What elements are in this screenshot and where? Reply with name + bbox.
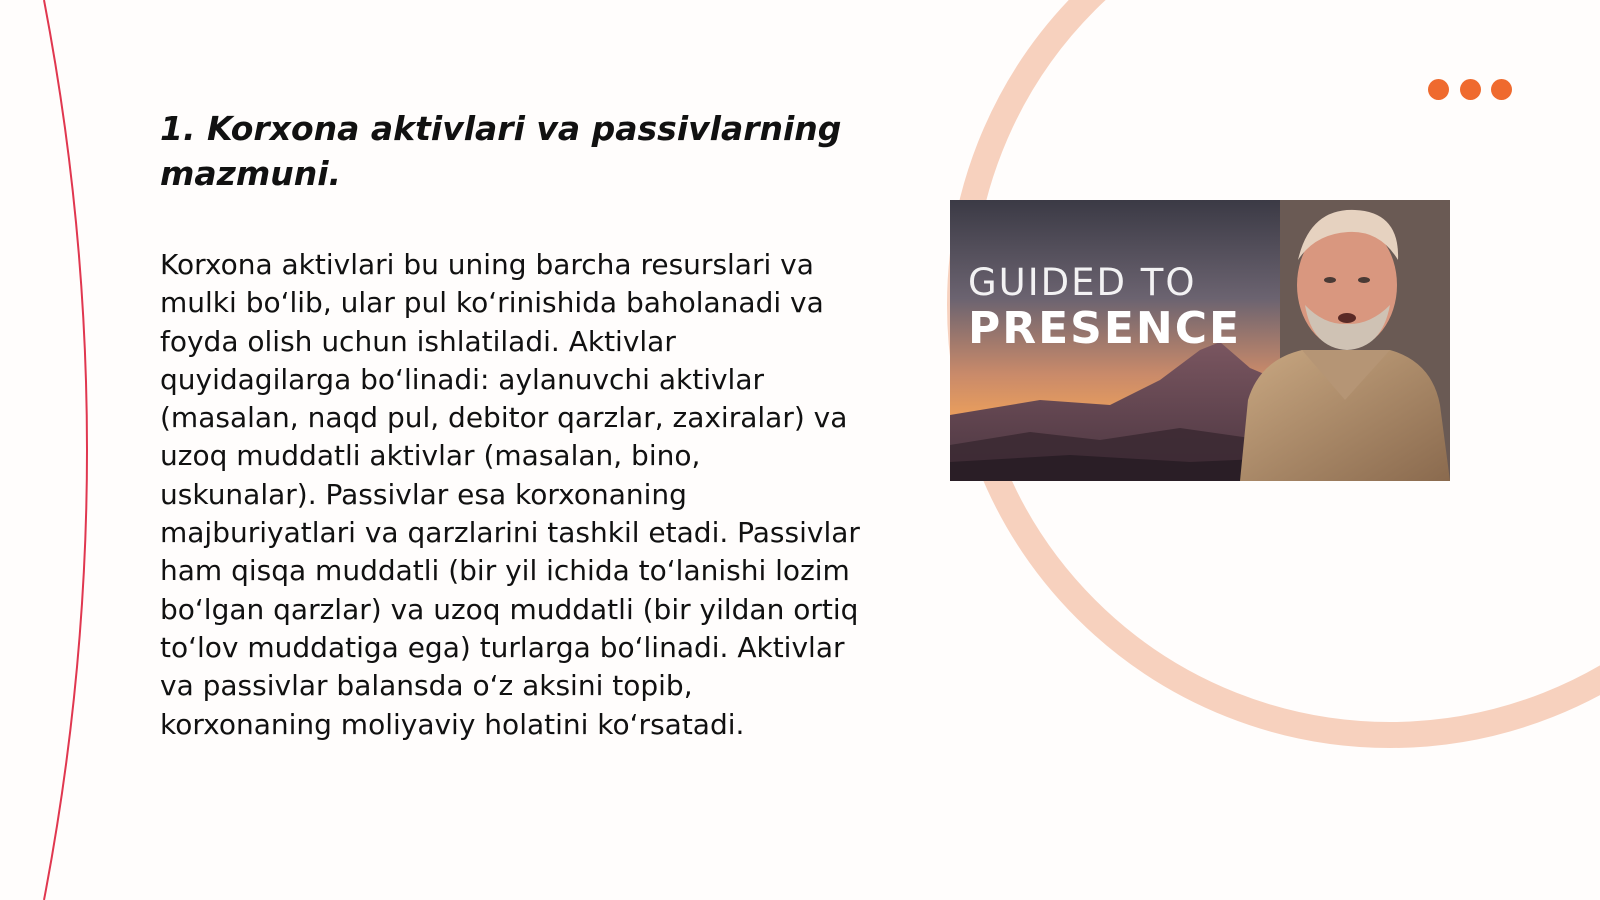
left-red-arc [44, 0, 87, 900]
more-dots-icon[interactable] [1428, 79, 1512, 101]
dot-3 [1491, 79, 1512, 100]
slide-title: 1. Korxona aktivlari va passivlarning mazmuni. [160, 109, 842, 193]
thumbnail-line1: GUIDED TO [968, 261, 1197, 304]
dot-1 [1428, 79, 1449, 100]
dot-2 [1460, 79, 1481, 100]
video-thumbnail[interactable] [950, 200, 1450, 481]
thumbnail-line2: PRESENCE [968, 303, 1242, 354]
slide-body-text: Korxona aktivlari bu uning barcha resurslari va mulki bo‘lib, ular pul ko‘rinishida baholanadi va foyda olish uchun ishlatiladi. Aktivlar quyidagilarga bo‘linadi: aylanuvchi aktivlar (masalan, naqd pul, debitor qarzlar, zaxiralar) va uzoq muddatli aktivlar (masalan, bino, uskunalar). Passivlar esa korxonaning majburiyatlari va qarzlarini tashkil etadi. Passivlar ham qisqa muddatli (bir yil ichida to‘lanishi lozim bo‘lgan qarzlar) va uzoq muddatli (bir yildan ortiq to‘lov muddatiga ega) turlarga bo‘linadi. Aktivlar va passivlar balansda o‘z aksini topib, korxonaning moliyaviy holatini ko‘rsatadi. [160, 248, 860, 741]
thumbnail-caption [968, 262, 1241, 354]
